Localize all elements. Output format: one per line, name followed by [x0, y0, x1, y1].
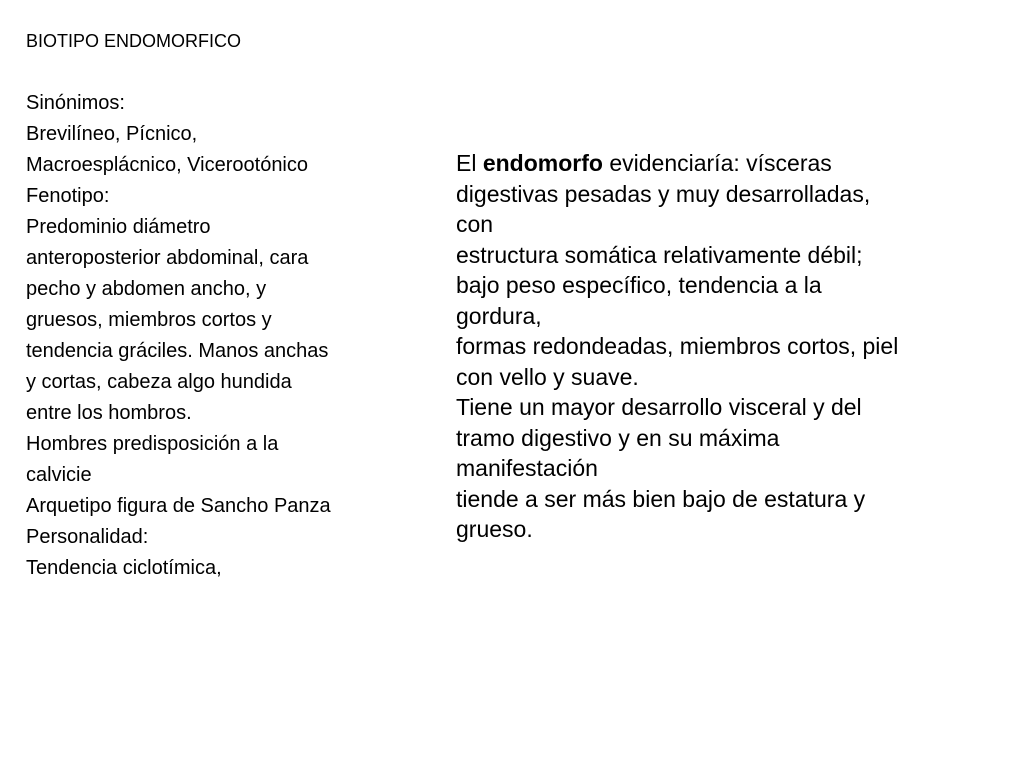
- right-line: tramo digestivo y en su máxima: [456, 424, 780, 451]
- left-line: tendencia gráciles. Manos anchas: [26, 340, 329, 362]
- left-line: calvicie: [26, 464, 92, 486]
- right-line: formas redondeadas, miembros cortos, piel: [456, 333, 899, 359]
- left-line: Macroesplácnico, Vicerootónico: [26, 154, 309, 176]
- right-line: tiende a ser más bien bajo de estatura y: [456, 485, 866, 512]
- left-line: gruesos, miembros cortos y: [26, 309, 272, 331]
- right-line: digestivas pesadas y muy desarrolladas,: [456, 180, 871, 207]
- right-line: bajo peso específico, tendencia a la: [456, 272, 822, 298]
- left-line: y cortas, cabeza algo hundida: [26, 371, 292, 393]
- first-line-suffix: evidenciaría: vísceras: [602, 150, 832, 176]
- left-line: Fenotipo:: [26, 185, 110, 207]
- left-line: Predominio diámetro: [26, 216, 211, 238]
- left-line: pecho y abdomen ancho, y: [26, 278, 267, 300]
- right-line: grueso.: [456, 516, 533, 542]
- bold-term-endomorfo: endomorfo: [482, 150, 603, 176]
- right-line: con: [456, 211, 494, 237]
- left-line: anteroposterior abdominal, cara: [26, 247, 309, 269]
- left-line: Brevilíneo, Pícnico,: [26, 123, 198, 145]
- left-line: Tendencia ciclotímica,: [26, 557, 222, 579]
- left-text-block: [26, 26, 396, 584]
- right-line: estructura somática relativamente débil;: [456, 241, 863, 268]
- section-title: BIOTIPO ENDOMORFICO: [26, 31, 242, 51]
- left-line: Arquetipo figura de Sancho Panza: [26, 495, 331, 517]
- first-line-prefix: El: [456, 150, 483, 176]
- right-line: gordura,: [456, 302, 542, 329]
- right-first-line: [456, 148, 976, 179]
- left-line: Personalidad:: [26, 526, 149, 548]
- right-line: con vello y suave.: [456, 363, 639, 390]
- right-line: Tiene un mayor desarrollo visceral y del: [456, 394, 862, 420]
- right-text-block: [456, 148, 976, 545]
- right-line: manifestación: [456, 455, 598, 481]
- left-line: Hombres predisposición a la: [26, 433, 279, 455]
- left-line: entre los hombros.: [26, 402, 192, 424]
- spacer: [26, 57, 396, 88]
- left-line: Sinónimos:: [26, 92, 125, 114]
